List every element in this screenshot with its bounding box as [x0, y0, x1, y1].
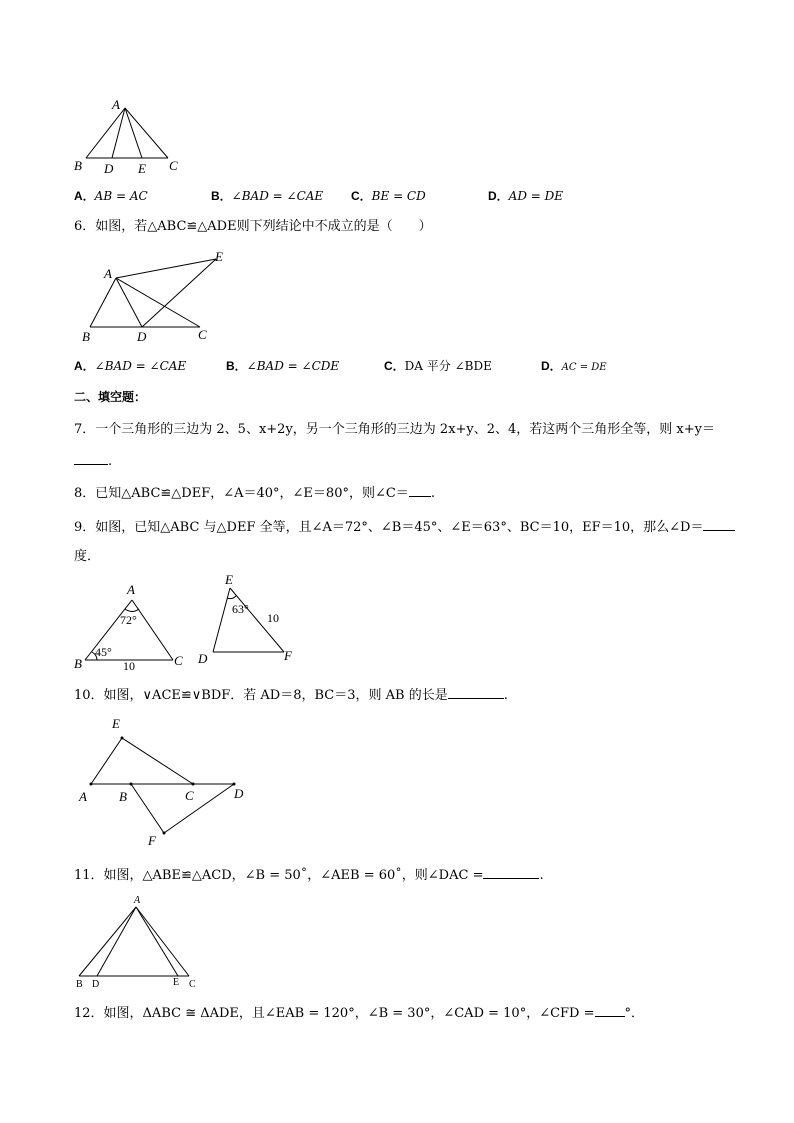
question-12 — [74, 1004, 644, 1022]
option-text: BE = CD — [371, 189, 426, 203]
figure-q9 — [70, 572, 310, 672]
vertex-label-d: D — [137, 329, 147, 344]
option-text: ∠BAD = ∠CAE — [94, 359, 187, 373]
angle-label-a: 72° — [120, 613, 137, 627]
q6-option-b[interactable] — [226, 358, 339, 374]
line-end: . — [503, 688, 508, 703]
option-letter: B． — [211, 189, 232, 203]
option-letter: D． — [541, 359, 562, 373]
question-7-line2 — [74, 452, 112, 470]
q6-option-c[interactable] — [384, 358, 492, 374]
vertex-label-f: F — [284, 648, 292, 663]
vertex-label-e: E — [215, 249, 223, 264]
angle-label-e: 63° — [232, 602, 249, 616]
angle-label-b: 45° — [95, 645, 112, 659]
vertex-label-b: B — [76, 979, 83, 990]
vertex-label-d: D — [198, 651, 208, 666]
q5-option-c[interactable] — [351, 188, 426, 204]
q5-option-a[interactable] — [74, 188, 148, 204]
question-9-line2: 度． — [74, 549, 101, 564]
figure-q5 — [70, 95, 190, 177]
vertex-label-d: D — [104, 161, 114, 176]
question-9-line1 — [74, 518, 735, 536]
question-8-text: 8．已知△ABC≌△DEF，∠A＝40°，∠E＝80°，则∠C＝ — [74, 486, 409, 501]
line-end: . — [539, 868, 544, 883]
option-text: ∠BAD = ∠CDE — [246, 359, 340, 373]
q6-option-a[interactable] — [74, 358, 186, 374]
option-letter: B． — [226, 359, 247, 373]
question-8 — [74, 484, 435, 502]
answer-blank[interactable] — [448, 686, 504, 699]
line-end: . — [108, 454, 113, 469]
q6-option-d[interactable] — [541, 358, 607, 376]
vertex-label-c: C — [174, 653, 183, 668]
vertex-label-d: D — [92, 979, 100, 990]
vertex-label-a: A — [112, 97, 120, 112]
line-end: °． — [624, 1006, 645, 1021]
question-10-text: 10．如图，∨ACE≌∨BDF．若 AD＝8，BC＝3，则 AB 的长是 — [74, 688, 448, 703]
vertex-label-b: B — [82, 329, 90, 344]
question-6-stem: 6．如图，若△ABC≌△ADE则下列结论中不成立的是（ ） — [74, 219, 432, 234]
option-text: AC = DE — [561, 362, 607, 373]
option-letter: C． — [384, 359, 405, 373]
option-letter: A． — [74, 189, 95, 203]
answer-blank[interactable] — [595, 1004, 625, 1017]
option-letter: C． — [351, 189, 372, 203]
vertex-label-e: E — [112, 716, 120, 731]
question-10 — [74, 686, 508, 704]
vertex-label-a: A — [79, 789, 87, 804]
vertex-label-f: F — [148, 833, 156, 848]
answer-blank[interactable] — [703, 518, 735, 531]
side-label-bc: 10 — [123, 659, 135, 673]
vertex-label-e: E — [173, 977, 180, 988]
question-11 — [74, 866, 544, 884]
option-letter: D． — [488, 189, 509, 203]
question-9-text: 9．如图，已知△ABC 与△DEF 全等，且∠A＝72°、∠B＝45°、∠E＝63°、BC＝10，EF＝10，那么∠D＝ — [74, 520, 704, 535]
figure-q11 — [70, 892, 220, 992]
vertex-label-d: D — [234, 786, 244, 801]
vertex-label-b: B — [119, 789, 127, 804]
vertex-label-b: B — [74, 158, 82, 173]
question-12-text: 12．如图，ΔABC ≅ ΔADE，且∠EAB = 120°，∠B = 30°，∠CAD = 10°，∠CFD = — [74, 1006, 595, 1021]
vertex-label-c: C — [198, 327, 207, 342]
option-letter: A． — [74, 359, 95, 373]
vertex-label-a: A — [104, 266, 112, 281]
option-text: AB = AC — [94, 189, 148, 203]
question-7-line1: 7．一个三角形的三边为 2、5、x+2y，另一个三角形的三边为 2x+y、2、4，若这两个三角形全等，则 x+y＝ — [74, 422, 715, 437]
q5-option-b[interactable] — [211, 188, 323, 204]
vertex-label-a: A — [134, 895, 141, 906]
section-heading: 二、填空题： — [74, 390, 147, 404]
side-label-ef: 10 — [267, 611, 279, 625]
option-text: ∠BAD = ∠CAE — [231, 189, 324, 203]
vertex-label-c: C — [169, 158, 178, 173]
answer-blank[interactable] — [409, 484, 431, 497]
vertex-label-c: C — [185, 788, 194, 803]
line-end: . — [430, 486, 435, 501]
vertex-label-e: E — [138, 161, 146, 176]
question-11-text: 11．如图，△ABE≌△ACD，∠B = 50˚，∠AEB = 60˚，则∠DAC = — [74, 868, 484, 883]
answer-blank[interactable] — [74, 452, 108, 465]
figure-q6 — [76, 248, 236, 348]
vertex-label-c: C — [189, 979, 196, 990]
vertex-label-b: B — [74, 656, 82, 671]
figure-q10 — [70, 712, 260, 852]
vertex-label-e: E — [225, 572, 233, 587]
q5-option-d[interactable] — [488, 188, 563, 204]
answer-blank[interactable] — [483, 866, 539, 879]
option-text: AD = DE — [508, 189, 564, 203]
option-text: DA 平分 ∠BDE — [404, 359, 492, 373]
vertex-label-a: A — [127, 582, 135, 597]
